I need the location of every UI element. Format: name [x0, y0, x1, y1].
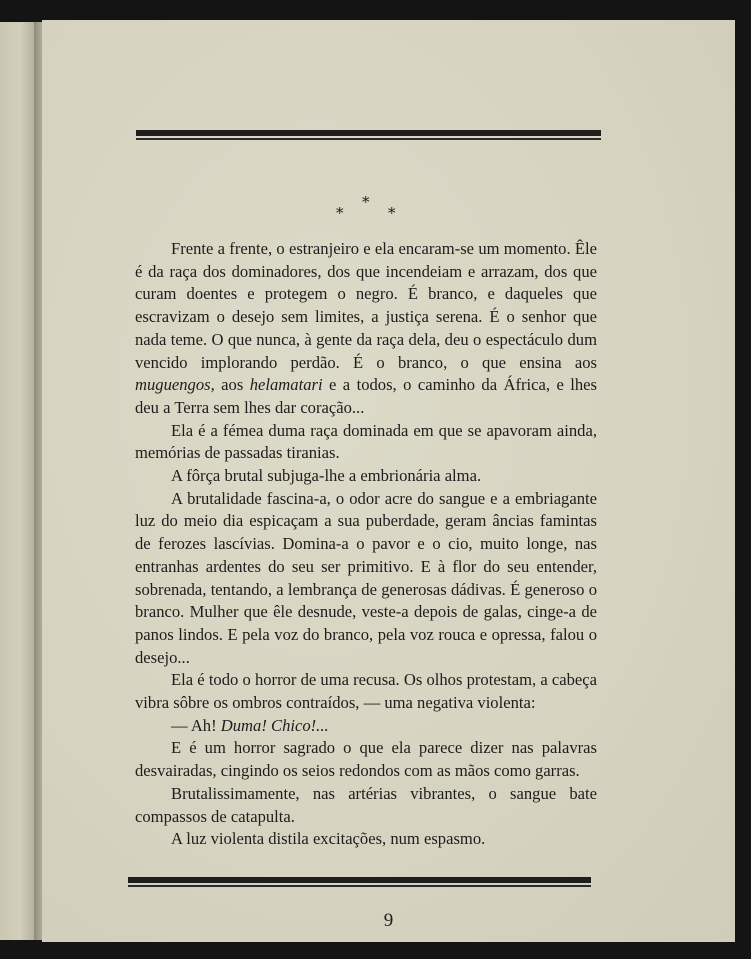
paragraph-1-italic-muguengos: muguengos,: [135, 375, 215, 395]
page-number: 9: [383, 910, 394, 931]
paragraph-1-text-2: aos: [214, 375, 250, 395]
paragraph-2: Ela é a fémea duma raça dominada em que se apavoram ainda, memórias de passadas tiranias.: [135, 420, 597, 463]
paragraph-8: Brutalissimamente, nas artérias vibrantes, o sangue bate compassos de catapulta.: [135, 783, 597, 826]
paragraph-3: A fôrça brutal subjuga-lhe a embrionária alma.: [171, 466, 482, 486]
asterism-star-right: *: [388, 204, 396, 222]
asterism-ornament: [330, 193, 410, 223]
body-text: [135, 238, 597, 851]
bottom-rule-thick-line: [128, 877, 591, 883]
dialogue-text: — Ah!: [171, 715, 221, 735]
paragraph-9: A luz violenta distila excitações, num espasmo.: [171, 829, 486, 849]
paragraph-6-dialogue: [135, 715, 597, 738]
paragraph-1-italic-helamatari: helamatari: [249, 375, 323, 395]
top-rule: [136, 130, 601, 140]
bottom-rule-thin-line: [128, 885, 591, 887]
top-rule-thick-line: [136, 130, 601, 136]
book-page: [42, 20, 735, 942]
asterism-star-top: *: [362, 193, 370, 211]
paragraph-1-text: Frente a frente, o estranjeiro e ela encaram-se um momento. Êle é da raça dos dominadores, dos que incendeiam e arrazam, dos que curam doentes e protegem o negro. É branco, e daqueles que escravizam o desejo sem limites, a justiça serena. É o senhor que nada teme. O que nunca, à gente da raça dela, deu o espectáculo dum vencido implorando perdão. É o branco, o que ensina aos: [135, 239, 597, 372]
paragraph-7: E é um horror sagrado o que ela parece dizer nas palavras desvairadas, cingindo os seios redondos com as mãos como garras.: [135, 738, 597, 781]
top-rule-thin-line: [136, 138, 601, 140]
bottom-rule: [128, 877, 591, 887]
paragraph-1: [135, 238, 597, 420]
paragraph-1-text-3: e a todos, o caminho da África, e lhes deu a Terra sem lhes dar coração...: [135, 375, 597, 417]
asterism-star-left: *: [336, 204, 344, 222]
paragraph-5: Ela é todo o horror de uma recusa. Os olhos protestam, a cabeça vibra sôbre os ombros contraídos, — uma negativa violenta:: [135, 670, 597, 713]
dialogue-italic: Duma! Chico!...: [220, 715, 329, 735]
paragraph-4: A brutalidade fascina-a, o odor acre do sangue e a embriagante luz do meio dia espicaçam a sua puberdade, geram âncias famintas de ferozes lascívias. Domina-a o pavor e o cio, muito longe, nas entranhas ardentes do seu ser primitivo. E à flor do seu entender, sobrenada, tentando, a lembrança de generosas dádivas. É generoso o branco. Mulher que êle desnude, veste-a depois de galas, cinge-a de panos lindos. E pela voz do branco, pela voz rouca e opressa, falou o desejo...: [135, 488, 597, 667]
